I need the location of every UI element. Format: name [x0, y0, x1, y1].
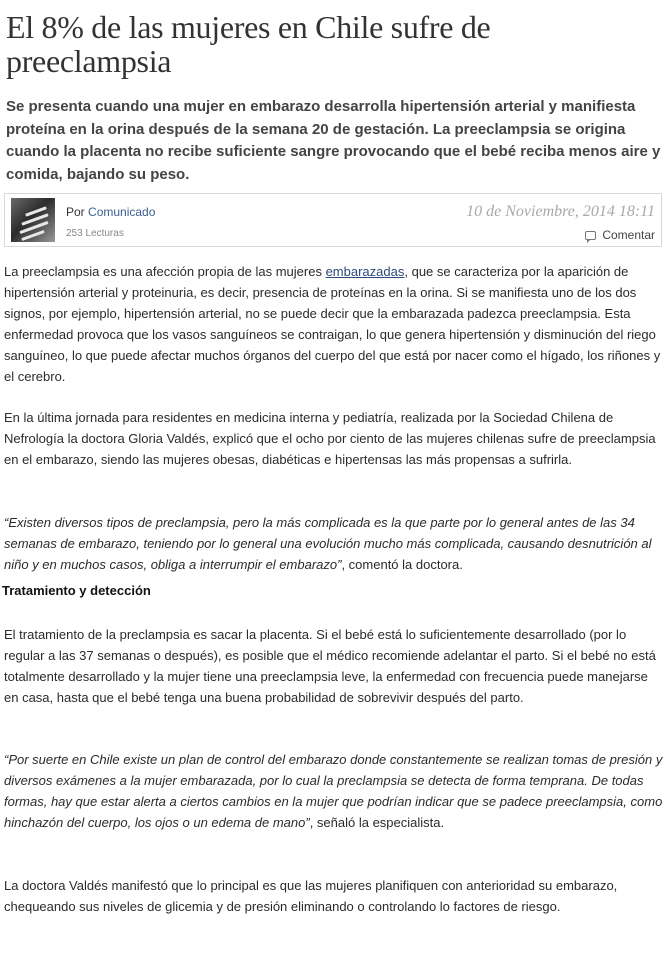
article-meta-box	[4, 193, 662, 247]
article-lead: Se presenta cuando una mujer en embarazo desarrolla hipertensión arterial y manifiesta proteína en la orina después de la semana 20 de gestación. La preeclampsia se origina cuando la placenta no recibe suficiente sangre provocando que el bebé reciba menos aire y comida, bajando su peso.	[6, 98, 661, 183]
paragraph-2: En la última jornada para residentes en medicina interna y pediatría, realizada por la Sociedad Chilena de Nefrología la doctora Gloria Valdés, explicó que el ocho por ciento de las mujeres chilenas sufre de preeclampsia en el embarazo, siendo las mujeres obesas, diabéticas e hipertensas las más propensas a sufrirla.	[4, 410, 656, 467]
paragraph-1-end: , que se caracteriza por la aparición de hipertensión arterial y proteinuria, es decir, presencia de proteínas en la orina. Si se manifiesta uno de los dos signos, por ejemplo, hipertensión arterial, no se puede decir que la embarazada padezca preeclampsia. Esta enfermedad provoca que los vasos sanguíneos se contraigan, lo que genera hipertensión y disminución del riego sanguíneo, lo que puede afectar muchos órganos del cuerpo del que está por nacer como el hígado, los riñones y el cerebro.	[4, 264, 661, 384]
quote-2	[4, 749, 664, 833]
article-title: El 8% de las mujeres en Chile sufre de preeclampsia	[6, 9, 491, 79]
comment-label: Comentar	[602, 228, 655, 242]
embarazadas-link[interactable]: embarazadas	[325, 264, 405, 279]
quote-1-text: “Existen diversos tipos de preclampsia, pero la más complicada es la que parte por lo general antes de las 34 semanas de embarazo, teniendo por lo general una evolución mucho más complicada, causando desnutrición al niño y en muchos casos, obliga a interrumpir el embarazo”	[4, 515, 652, 572]
quote-2-attribution: , señaló la especialista.	[309, 815, 445, 830]
keyboard-photo-icon	[11, 198, 55, 242]
paragraph-4: La doctora Valdés manifestó que lo principal es que las mujeres planifiquen con anterioridad su embarazo, chequeando sus niveles de glicemia y de presión eliminando o controlando lo factores de riesgo.	[4, 878, 618, 914]
section-heading: Tratamiento y detección	[2, 583, 151, 598]
quote-1	[4, 512, 664, 575]
publish-date: 10 de Noviembre, 2014 18:11	[466, 203, 655, 220]
reads-count: 253 Lecturas	[66, 228, 124, 239]
comment-button[interactable]	[585, 228, 655, 242]
author-line	[66, 205, 155, 219]
by-label: Por	[66, 205, 85, 219]
quote-2-text: “Por suerte en Chile existe un plan de control del embarazo donde constantemente se realizan tomas de presión y diversos exámenes a la mujer embarazada, por lo cual la preclampsia se detecta de forma temprana. De todas formas, hay que estar alerta a ciertos cambios en la mujer que podrían indicar que se padece preeclampsia, como hinchazón del cuerpo, los ojos o un edema de mano”	[4, 752, 663, 830]
speech-bubble-icon	[585, 231, 596, 240]
author-link[interactable]: Comunicado	[88, 205, 156, 219]
paragraph-3: El tratamiento de la preclampsia es sacar la placenta. Si el bebé está lo suficientemente desarrollado (por lo regular a las 37 semanas o después), es posible que el médico recomiende adelantar el parto. Si el bebé no está totalmente desarrollado y la mujer tiene una preeclampsia leve, la enfermedad con frecuencia puede manejarse en casa, hasta que el bebé tenga una buena probabilidad de sobrevivir después del parto.	[4, 627, 656, 705]
paragraph-1	[4, 261, 664, 387]
quote-1-attribution: , comentó la doctora.	[341, 557, 463, 572]
paragraph-1-start: La preeclampsia es una afección propia de las mujeres	[4, 264, 326, 279]
